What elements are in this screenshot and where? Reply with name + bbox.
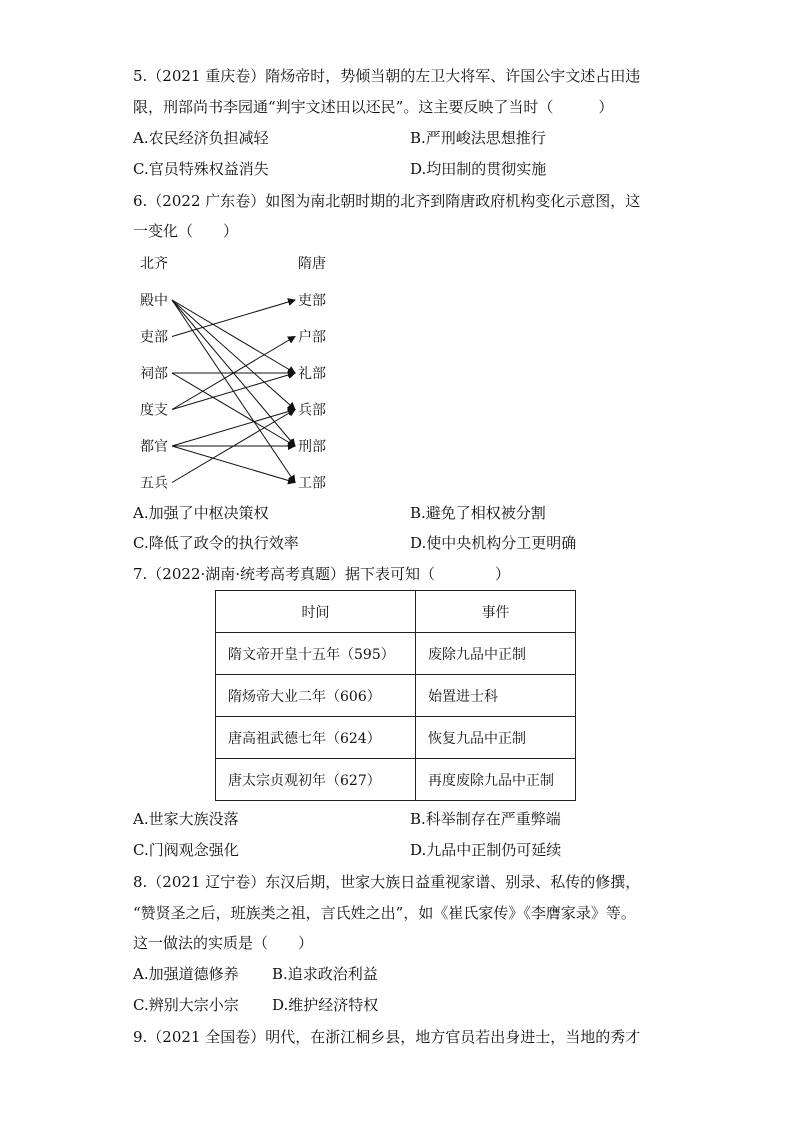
- q6-option-a[interactable]: A.加强了中枢决策权: [133, 504, 269, 522]
- diagram-right-item: 吏部: [298, 293, 326, 309]
- diagram-left-title: 北齐: [140, 256, 168, 272]
- table-row: [216, 759, 576, 801]
- table-cell-time: 唐太宗贞观初年（627）: [216, 759, 416, 801]
- table-cell-event: 再度废除九品中正制: [416, 759, 576, 801]
- table-row: [216, 633, 576, 675]
- q6-stem-line2: 一变化（ ）: [133, 222, 239, 240]
- diagram-left-item: 祠部: [140, 366, 168, 382]
- diagram-right-item: 礼部: [298, 366, 326, 382]
- diagram-arrow: [172, 300, 295, 337]
- diagram-arrow: [172, 446, 295, 483]
- q7-option-c[interactable]: C.门阀观念强化: [133, 841, 239, 859]
- q6-stem-line1: 6.（2022 广东卷）如图为南北朝时期的北齐到隋唐政府机构变化示意图，这: [133, 192, 641, 210]
- q8-stem-line3: 这一做法的实质是（ ）: [133, 934, 314, 952]
- q8-option-c[interactable]: C.辨别大宗小宗: [133, 996, 239, 1014]
- q8-option-d[interactable]: D.维护经济特权: [272, 996, 379, 1014]
- q5-option-d[interactable]: D.均田制的贯彻实施: [410, 160, 547, 178]
- table-header-row: [216, 591, 576, 633]
- q8-option-b[interactable]: B.追求政治利益: [272, 965, 378, 983]
- q7-option-a[interactable]: A.世家大族没落: [133, 810, 239, 828]
- diagram-right-item: 工部: [298, 475, 326, 492]
- q7-option-b[interactable]: B.科举制存在严重弊端: [410, 810, 561, 828]
- q7-table: [215, 590, 576, 801]
- table-cell-event: 恢复九品中正制: [416, 717, 576, 759]
- table-cell-time: 隋文帝开皇十五年（595）: [216, 633, 416, 675]
- q6-option-c[interactable]: C.降低了政令的执行效率: [133, 534, 299, 552]
- diagram-left-item: 吏部: [140, 329, 168, 346]
- q5-option-a[interactable]: A.农民经济负担减轻: [133, 129, 269, 147]
- diagram-right-item: 户部: [298, 329, 326, 346]
- diagram-left-item: 五兵: [140, 475, 168, 492]
- q6-option-b[interactable]: B.避免了相权被分割: [410, 504, 546, 522]
- diagram-right-item: 刑部: [298, 439, 326, 455]
- diagram-left-item: 都官: [140, 439, 168, 455]
- q8-option-a[interactable]: A.加强道德修养: [133, 965, 239, 983]
- q5-option-b[interactable]: B.严刑峻法思想推行: [410, 129, 546, 147]
- q6-option-d[interactable]: D.使中央机构分工更明确: [410, 534, 577, 552]
- table-header-event: 事件: [416, 591, 576, 633]
- diagram-arrow: [172, 300, 295, 373]
- table-cell-time: 唐高祖武德七年（624）: [216, 717, 416, 759]
- table-row: [216, 717, 576, 759]
- table-cell-event: 废除九品中正制: [416, 633, 576, 675]
- q7-stem-line1: 7.（2022·湖南·统考高考真题）据下表可知（ ）: [133, 565, 511, 583]
- diagram-arrow: [172, 410, 295, 447]
- q9-stem-line1: 9.（2021 全国卷）明代，在浙江桐乡县，地方官员若出身进士，当地的秀才: [133, 1028, 641, 1046]
- diagram-left-item: 度支: [140, 402, 168, 419]
- diagram-arrow: [172, 373, 295, 446]
- diagram-left-item: 殿中: [140, 293, 168, 309]
- diagram-right-item: 兵部: [298, 402, 326, 419]
- diagram-arrow: [172, 300, 295, 410]
- table-row: [216, 675, 576, 717]
- agency-change-diagram: [130, 248, 340, 493]
- table-cell-event: 始置进士科: [416, 675, 576, 717]
- q5-stem-line1: 5.（2021 重庆卷）隋炀帝时，势倾当朝的左卫大将军、许国公宇文述占田违: [133, 67, 641, 85]
- table-cell-time: 隋炀帝大业二年（606）: [216, 675, 416, 717]
- q7-option-d[interactable]: D.九品中正制仍可延续: [410, 841, 562, 859]
- table-header-time: 时间: [216, 591, 416, 633]
- diagram-right-title: 隋唐: [298, 256, 326, 272]
- q8-stem-line1: 8.（2021 辽宁卷）东汉后期，世家大族日益重视家谱、别录、私传的修撰，: [133, 873, 641, 891]
- q8-stem-line2: “赞贤圣之后，班族类之祖，言氏姓之出”，如《崔氏家传》《李膺家录》等。: [133, 904, 636, 922]
- q5-option-c[interactable]: C.官员特殊权益消失: [133, 160, 269, 178]
- diagram-arrow: [172, 373, 295, 410]
- q5-stem-line2: 限，刑部尚书李园通“判宇文述田以还民”。这主要反映了当时（ ）: [133, 98, 614, 116]
